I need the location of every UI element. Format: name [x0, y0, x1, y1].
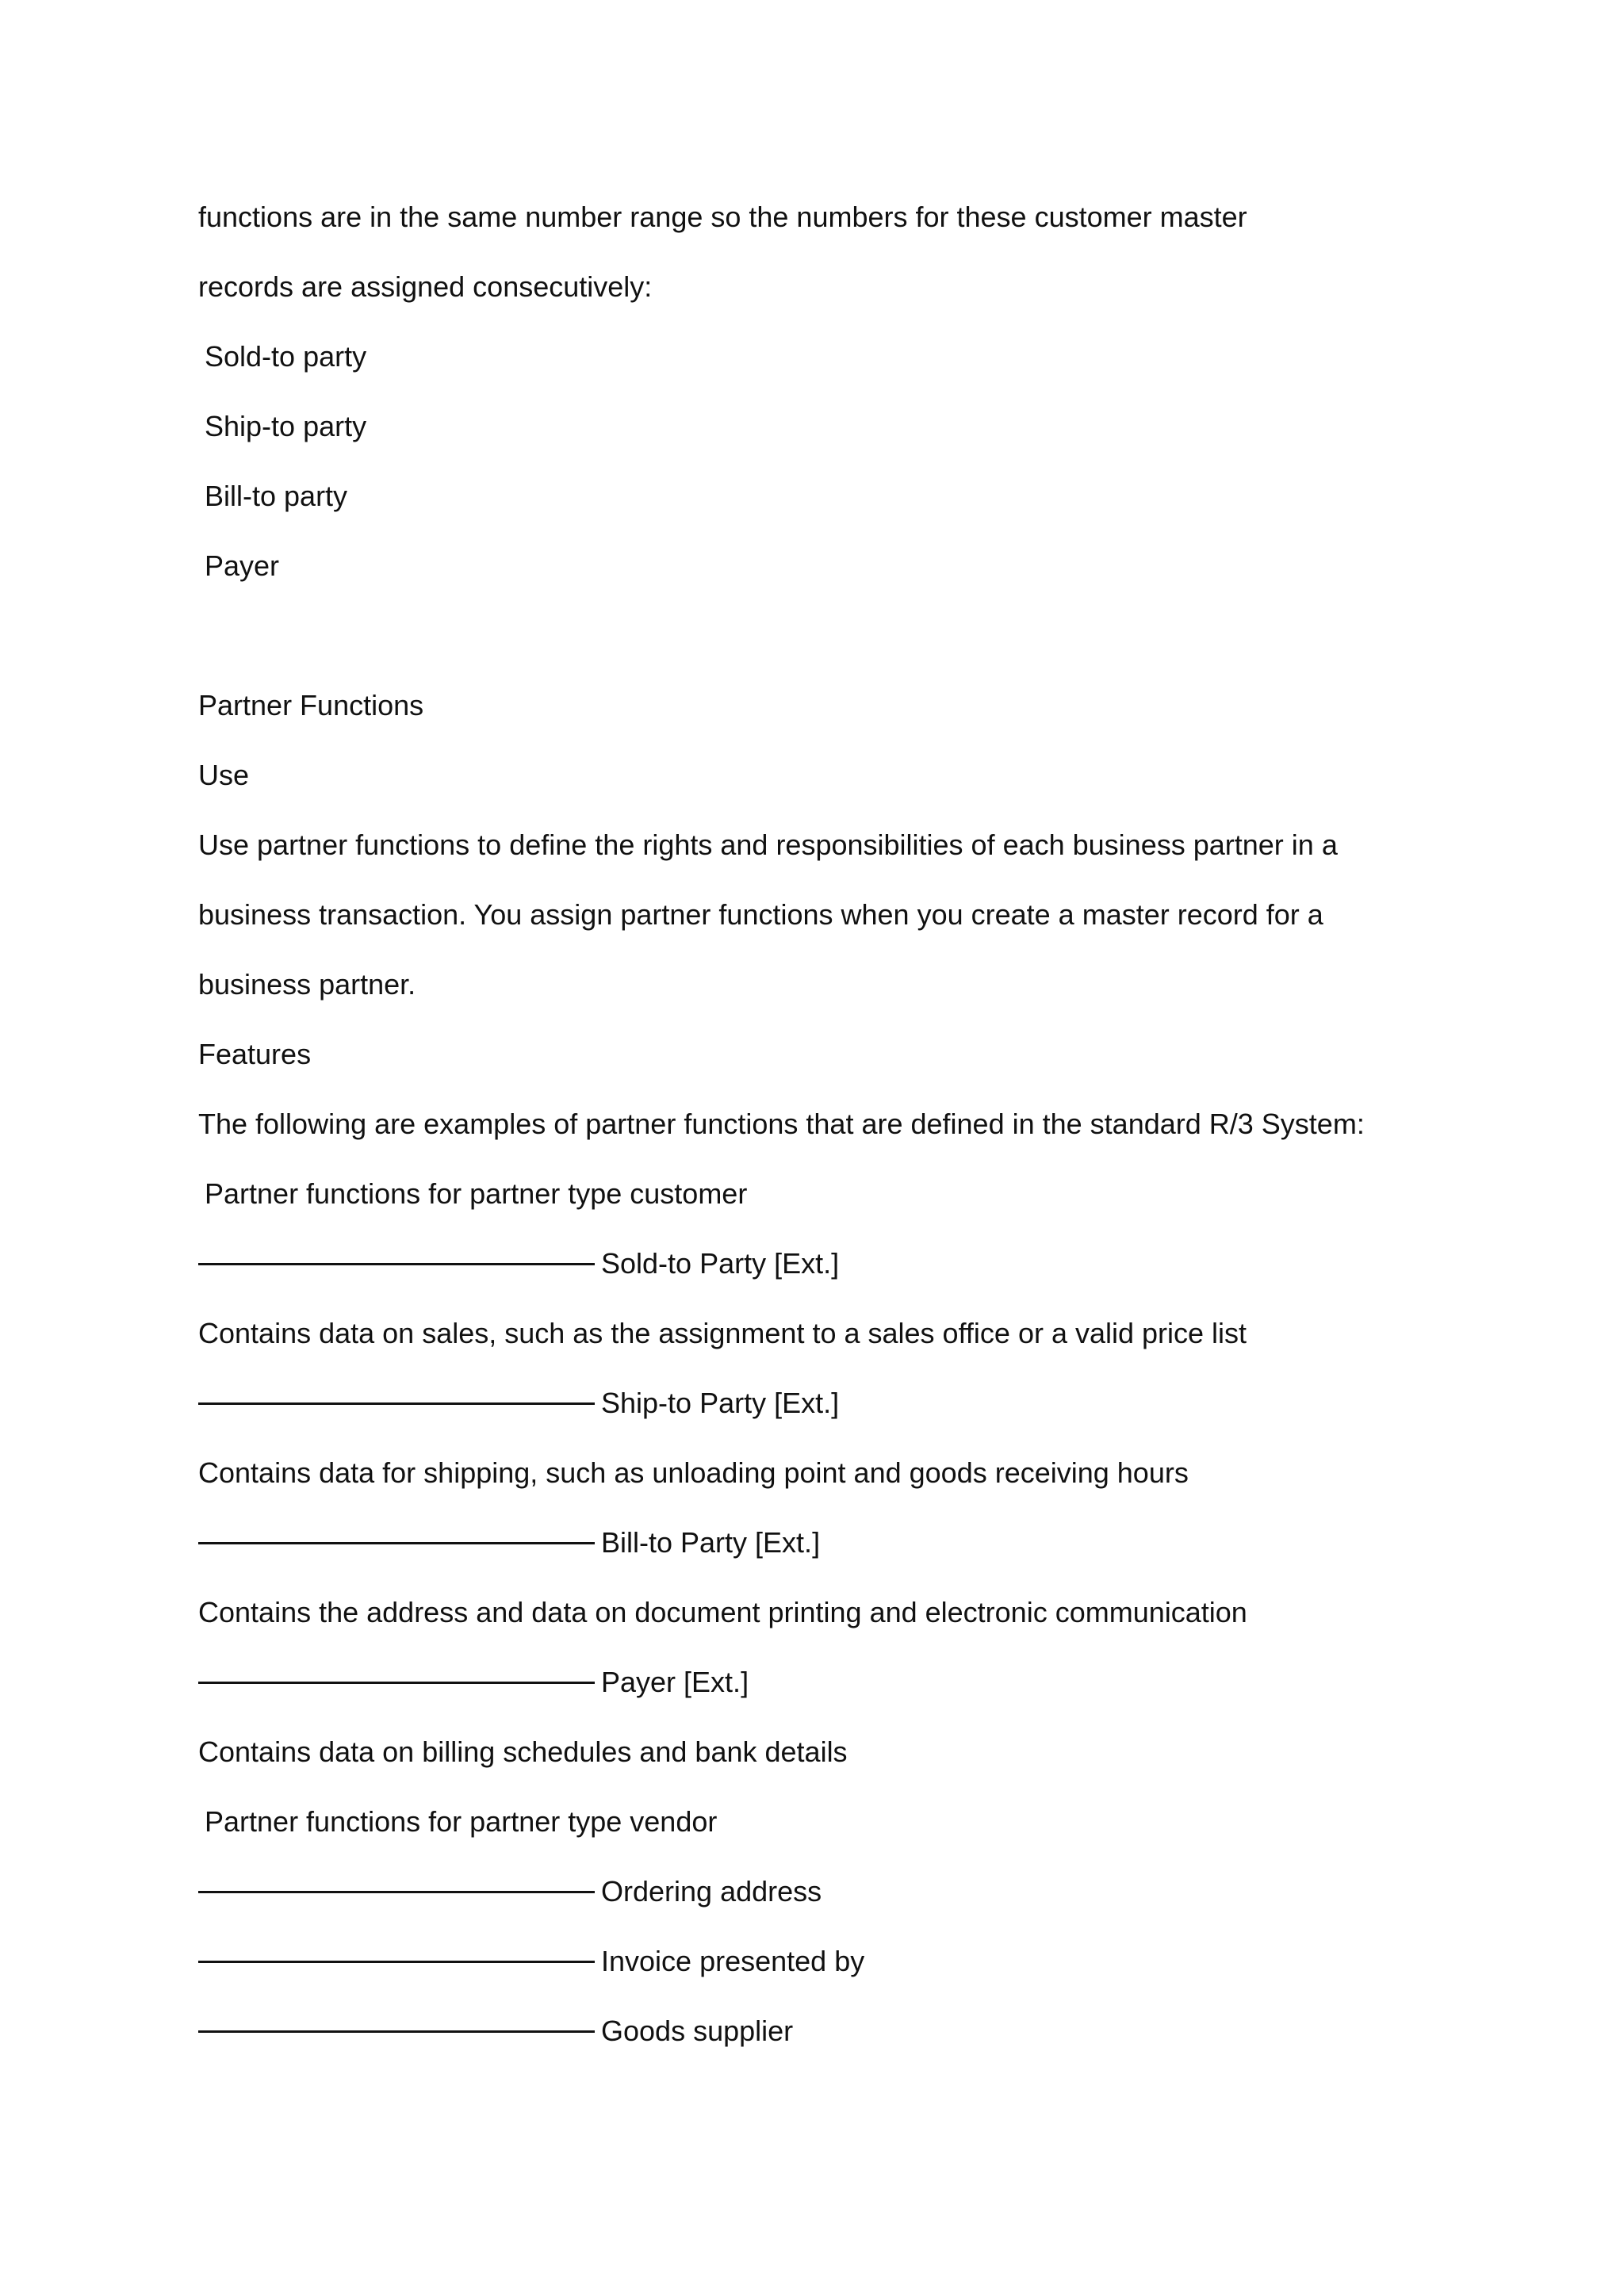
- entry-rule: [198, 1542, 595, 1544]
- customer-item-label: Payer [Ext.]: [601, 1666, 749, 1698]
- features-intro: The following are examples of partner functions that are defined in the standard R/3 System:: [198, 1108, 1365, 1140]
- entry-rule: [198, 1263, 595, 1265]
- vendor-item-invoice-presented-by: [198, 1938, 864, 1985]
- use-paragraph-line: business partner.: [198, 968, 416, 1001]
- section-title: Partner Functions: [198, 689, 424, 721]
- intro-line-2: records are assigned consecutively:: [198, 270, 653, 303]
- vendor-item-goods-supplier: [198, 2007, 793, 2055]
- customer-item-desc: Contains the address and data on document printing and electronic communication: [198, 1596, 1247, 1628]
- use-paragraph-line: Use partner functions to define the rights and responsibilities of each business partner in a: [198, 828, 1338, 861]
- customer-item-bill-to: [198, 1519, 820, 1567]
- intro-list-item: Sold-to party: [205, 340, 367, 373]
- use-heading: Use: [198, 759, 250, 791]
- vendor-item-label: Ordering address: [601, 1875, 822, 1908]
- entry-rule: [198, 1402, 595, 1405]
- customer-item-label: Ship-to Party [Ext.]: [601, 1387, 840, 1419]
- intro-list-item: Payer: [205, 549, 280, 582]
- customer-item-payer: [198, 1659, 749, 1706]
- vendor-item-label: Goods supplier: [601, 2015, 794, 2047]
- features-heading: Features: [198, 1038, 312, 1070]
- vendor-heading: Partner functions for partner type vendor: [205, 1805, 718, 1838]
- intro-list-item: Ship-to party: [205, 410, 367, 442]
- customer-item-desc: Contains data for shipping, such as unloading point and goods receiving hours: [198, 1456, 1189, 1489]
- customer-item-label: Sold-to Party [Ext.]: [601, 1247, 840, 1280]
- intro-list-item: Bill-to party: [205, 480, 348, 512]
- entry-rule: [198, 1961, 595, 1963]
- intro-line-1: functions are in the same number range so the numbers for these customer master: [198, 201, 1247, 233]
- customer-item-label: Bill-to Party [Ext.]: [601, 1526, 821, 1559]
- vendor-item-label: Invoice presented by: [601, 1945, 865, 1977]
- customer-item-desc: Contains data on sales, such as the assignment to a sales office or a valid price list: [198, 1317, 1247, 1349]
- entry-rule: [198, 1891, 595, 1893]
- customer-item-sold-to: [198, 1240, 839, 1288]
- use-paragraph-line: business transaction. You assign partner functions when you create a master record for a: [198, 898, 1323, 931]
- customer-heading: Partner functions for partner type customer: [205, 1177, 748, 1210]
- entry-rule: [198, 1682, 595, 1684]
- customer-item-ship-to: [198, 1380, 839, 1427]
- customer-item-desc: Contains data on billing schedules and bank details: [198, 1735, 848, 1768]
- vendor-item-ordering-address: [198, 1868, 822, 1915]
- entry-rule: [198, 2030, 595, 2033]
